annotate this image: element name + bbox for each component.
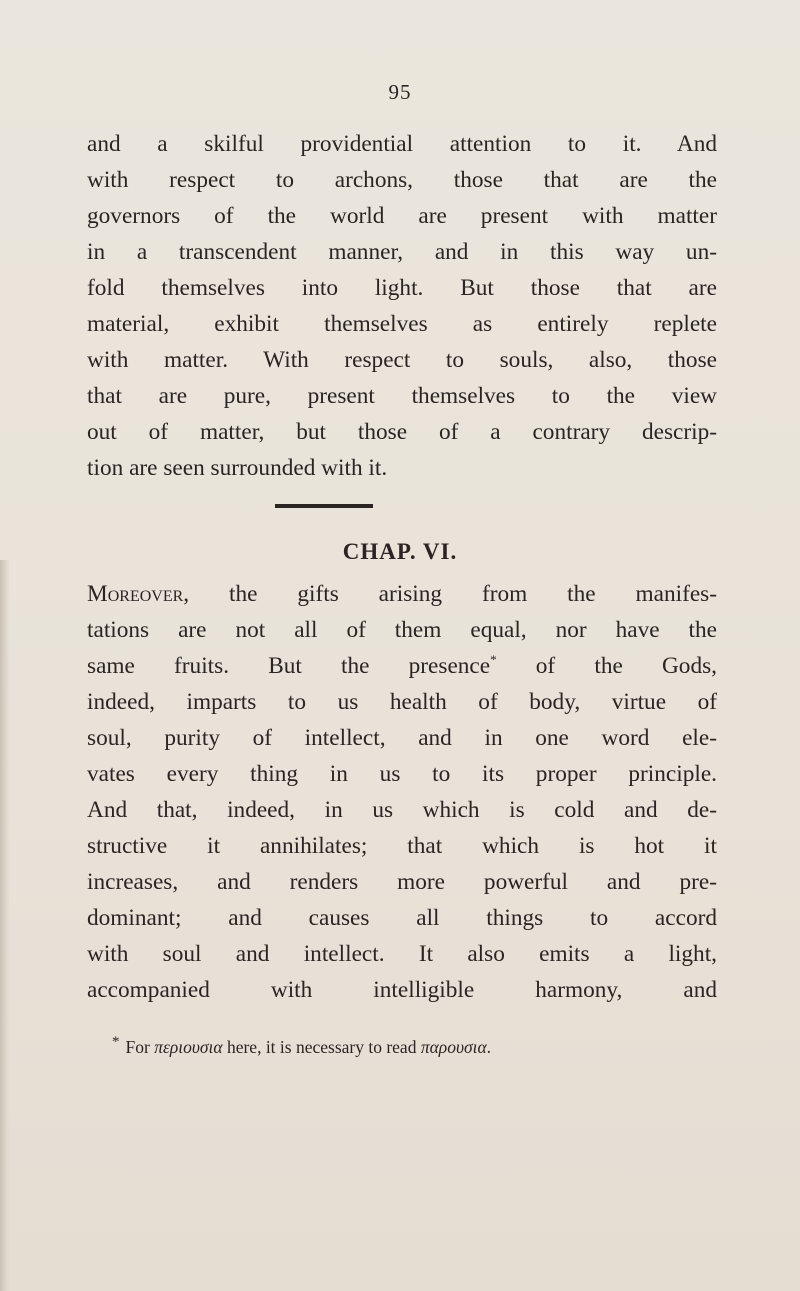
footnote-marker: * [112, 1034, 120, 1051]
line-text: same fruits. But the presence [87, 653, 491, 679]
paragraph-2 [87, 576, 717, 1008]
text-line: And that, indeed, in us which is cold and de- [87, 797, 717, 823]
text-line: tations are not all of them equal, nor have the [87, 617, 717, 643]
paragraph-1 [87, 126, 717, 486]
line-text: of the Gods, [496, 653, 717, 679]
section-divider-rule [275, 504, 373, 508]
text-line: with respect to archons, those that are the [87, 167, 717, 193]
text-line: out of matter, but those of a contrary descrip- [87, 419, 717, 445]
footnote [112, 1035, 732, 1059]
greek-word: περιουσια [154, 1037, 223, 1057]
text-line: fold themselves into light. But those that are [87, 275, 717, 301]
text-line: accompanied with intelligible harmony, and [87, 977, 717, 1003]
chapter-heading: CHAP. VI. [342, 539, 458, 564]
line-text: the gifts arising from the manifes- [189, 581, 717, 607]
footnote-text: For [125, 1037, 155, 1057]
text-line: indeed, imparts to us health of body, virtue of [87, 689, 717, 715]
page-edge-shadow [0, 560, 10, 1291]
text-line: material, exhibit themselves as entirely replete [87, 311, 717, 337]
text-line: soul, purity of intellect, and in one word ele- [87, 725, 717, 751]
text-line: increases, and renders more powerful and pre- [87, 869, 717, 895]
footnote-text: here, it is necessary to read [222, 1037, 421, 1057]
opening-word: Moreover, [87, 581, 190, 607]
text-line: tion are seen surrounded with it. [87, 455, 388, 481]
text-line-opening [87, 576, 717, 612]
text-line: vates every thing in us to its proper principle. [87, 761, 717, 787]
text-line: and a skilful providential attention to it. And [87, 131, 717, 157]
text-line: with matter. With respect to souls, also, those [87, 347, 717, 373]
text-line: with soul and intellect. It also emits a light, [87, 941, 717, 967]
text-line-with-ref [87, 648, 717, 684]
text-line: governors of the world are present with matter [87, 203, 717, 229]
text-line: in a transcendent manner, and in this way un- [87, 239, 717, 265]
footnote-text: . [486, 1037, 492, 1057]
text-line: structive it annihilates; that which is hot it [87, 833, 717, 859]
greek-word: παρουσια [420, 1037, 487, 1057]
footnote-reference-marker[interactable]: * [490, 652, 497, 668]
text-line: that are pure, present themselves to the view [87, 383, 717, 409]
text-line: dominant; and causes all things to accord [87, 905, 717, 931]
page-number: 95 [388, 80, 412, 104]
